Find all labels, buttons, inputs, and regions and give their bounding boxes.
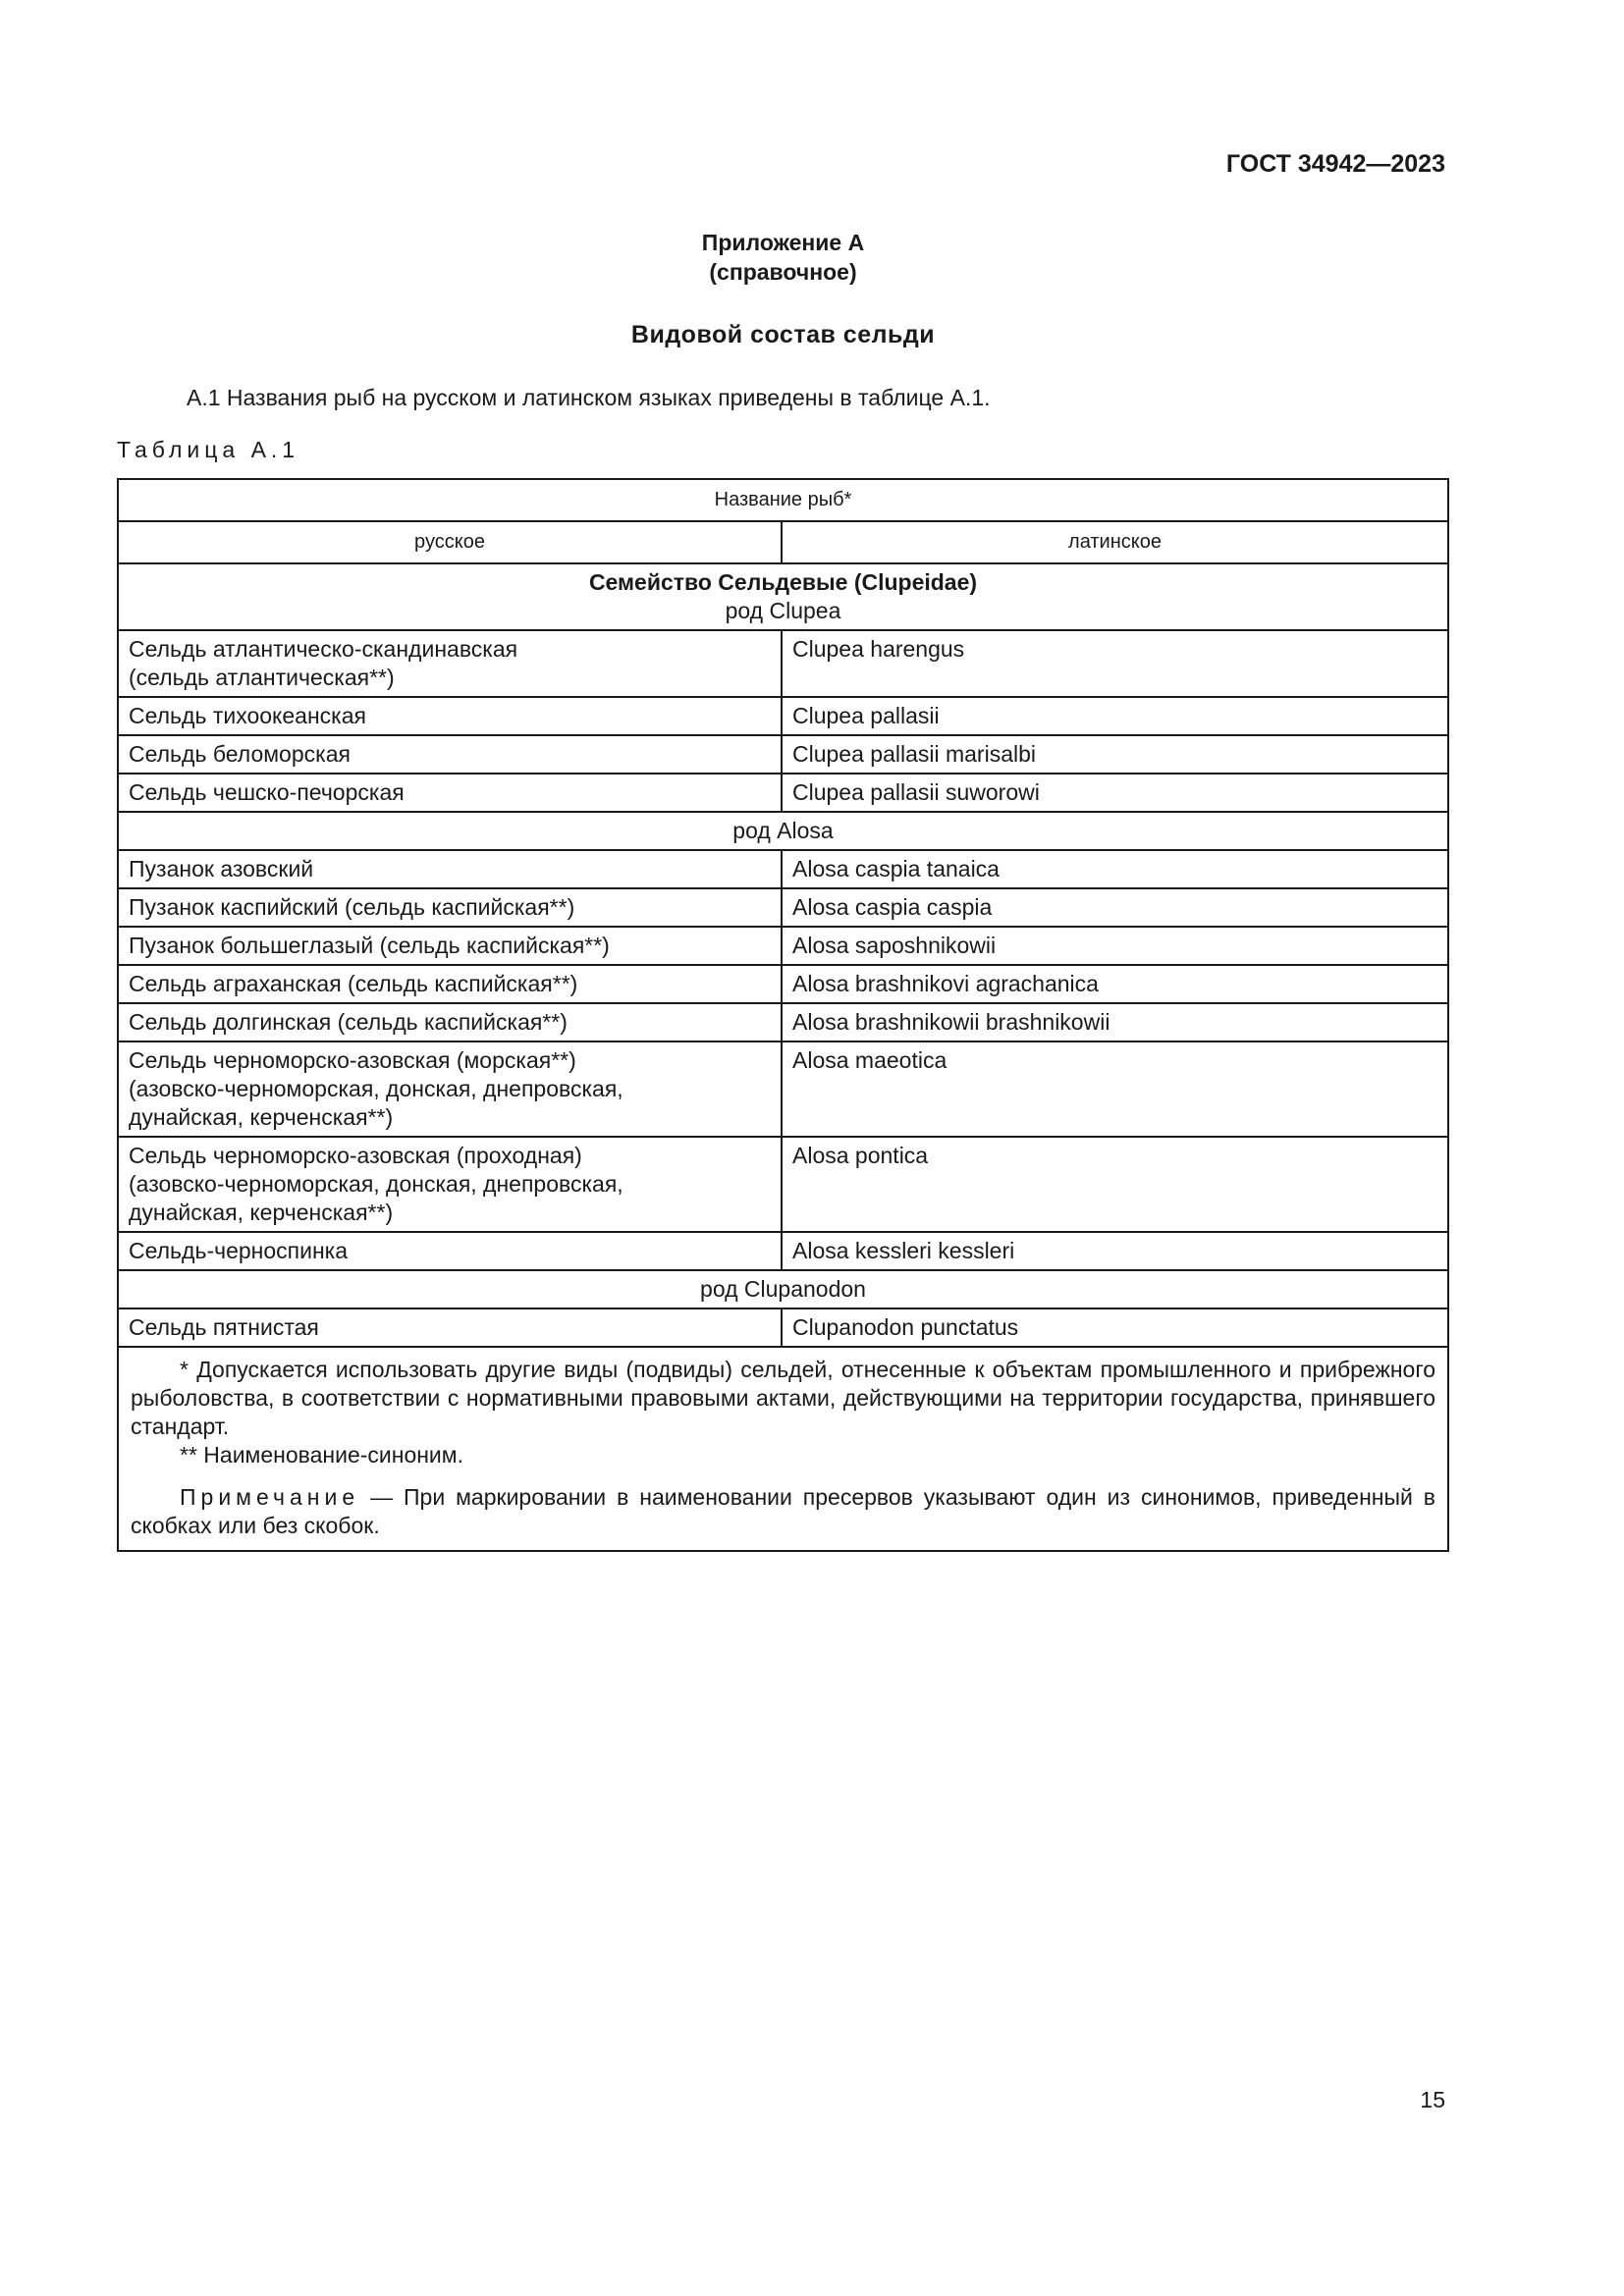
table-row — [118, 927, 1448, 965]
intro-paragraph: А.1 Названия рыб на русском и латинском языках приведены в таблице А.1. — [187, 385, 991, 410]
russian-name-cell: Сельдь пятнистая — [118, 1308, 782, 1347]
family-name: Семейство Сельдевые (Clupeidae) — [588, 569, 978, 595]
table-row — [118, 735, 1448, 774]
latin-name-cell: Clupea pallasii — [782, 697, 1448, 735]
latin-name-cell: Alosa saposhnikowii — [782, 927, 1448, 965]
latin-name-cell: Alosa brashnikovi agrachanica — [782, 965, 1448, 1003]
footnotes-cell — [118, 1347, 1448, 1551]
latin-name-cell: Clupanodon punctatus — [782, 1308, 1448, 1347]
genus-name: род Alosa — [118, 812, 1448, 850]
table-subheader-row — [118, 521, 1448, 563]
russian-name-cell: Сельдь-черноспинка — [118, 1232, 782, 1270]
latin-name-cell: Clupea pallasii marisalbi — [782, 735, 1448, 774]
note-text: — При маркировании в наименовании пресервов указывают один из синонимов, приведенный в скобках или без скобок. — [131, 1484, 1436, 1538]
family-cell — [118, 563, 1448, 630]
column-header-latin: латинское — [782, 521, 1448, 563]
latin-name-cell: Alosa kessleri kessleri — [782, 1232, 1448, 1270]
latin-name-cell: Alosa caspia tanaica — [782, 850, 1448, 888]
table-row — [118, 1232, 1448, 1270]
genus-name: род Clupea — [725, 598, 841, 623]
table-row — [118, 1137, 1448, 1232]
appendix-header — [0, 228, 1566, 287]
appendix-title: Приложение А — [701, 230, 865, 255]
russian-name-cell: Пузанок большеглазый (сельдь каспийская**) — [118, 927, 782, 965]
footnotes-row — [118, 1347, 1448, 1551]
page-number: 15 — [1420, 2087, 1445, 2112]
russian-name-cell: Сельдь атлантическо-скандинавская (сельдь атлантическая**) — [118, 630, 782, 697]
genus-row — [118, 812, 1448, 850]
latin-name-cell: Clupea harengus — [782, 630, 1448, 697]
section-heading: Видовой состав сельди — [630, 321, 936, 348]
table-row — [118, 888, 1448, 927]
note-label: Примечание — [180, 1484, 360, 1510]
russian-name-cell: Сельдь черноморско-азовская (проходная) (азовско-черноморская, донская, днепровская, дунайская, керченская**) — [118, 1137, 782, 1232]
footnote-2: ** Наименование-синоним. — [180, 1442, 463, 1468]
russian-name-cell: Сельдь долгинская (сельдь каспийская**) — [118, 1003, 782, 1041]
genus-row — [118, 1270, 1448, 1308]
russian-name-cell: Пузанок каспийский (сельдь каспийская**) — [118, 888, 782, 927]
family-row — [118, 563, 1448, 630]
species-table — [117, 478, 1449, 1552]
latin-name-cell: Alosa pontica — [782, 1137, 1448, 1232]
table-header-title: Название рыб* — [118, 479, 1448, 521]
table-row — [118, 1041, 1448, 1137]
latin-name-cell: Alosa caspia caspia — [782, 888, 1448, 927]
table-row — [118, 850, 1448, 888]
table-note — [131, 1483, 1435, 1540]
table-row — [118, 1003, 1448, 1041]
latin-name-cell: Alosa brashnikowii brashnikowii — [782, 1003, 1448, 1041]
genus-alosa-rows — [118, 850, 1448, 1270]
table-row — [118, 1308, 1448, 1347]
table-caption: Таблица А.1 — [117, 437, 300, 462]
appendix-type: (справочное) — [709, 259, 857, 285]
genus-name: род Clupanodon — [118, 1270, 1448, 1308]
column-header-russian: русское — [118, 521, 782, 563]
russian-name-cell: Сельдь чешско-печорская — [118, 774, 782, 812]
genus-clupea-rows — [118, 630, 1448, 812]
russian-name-cell: Сельдь тихоокеанская — [118, 697, 782, 735]
table-row — [118, 697, 1448, 735]
latin-name-cell: Clupea pallasii suworowi — [782, 774, 1448, 812]
table-row — [118, 965, 1448, 1003]
table-row — [118, 774, 1448, 812]
russian-name-cell: Сельдь черноморско-азовская (морская**) (азовско-черноморская, донская, днепровская, дунайская, керченская**) — [118, 1041, 782, 1137]
russian-name-cell: Сельдь аграханская (сельдь каспийская**) — [118, 965, 782, 1003]
genus-clupanodon-rows — [118, 1308, 1448, 1347]
russian-name-cell: Сельдь беломорская — [118, 735, 782, 774]
document-code: ГОСТ 34942—2023 — [1225, 150, 1445, 178]
latin-name-cell: Alosa maeotica — [782, 1041, 1448, 1137]
table-header-row — [118, 479, 1448, 521]
table-row — [118, 630, 1448, 697]
footnote-1: * Допускается использовать другие виды (подвиды) сельдей, отнесенные к объектам промышленного и прибрежного рыболовства, в соответствии с нормативными правовыми актами, действующими на территории государства, принявшего стандарт. — [131, 1357, 1436, 1439]
russian-name-cell: Пузанок азовский — [118, 850, 782, 888]
